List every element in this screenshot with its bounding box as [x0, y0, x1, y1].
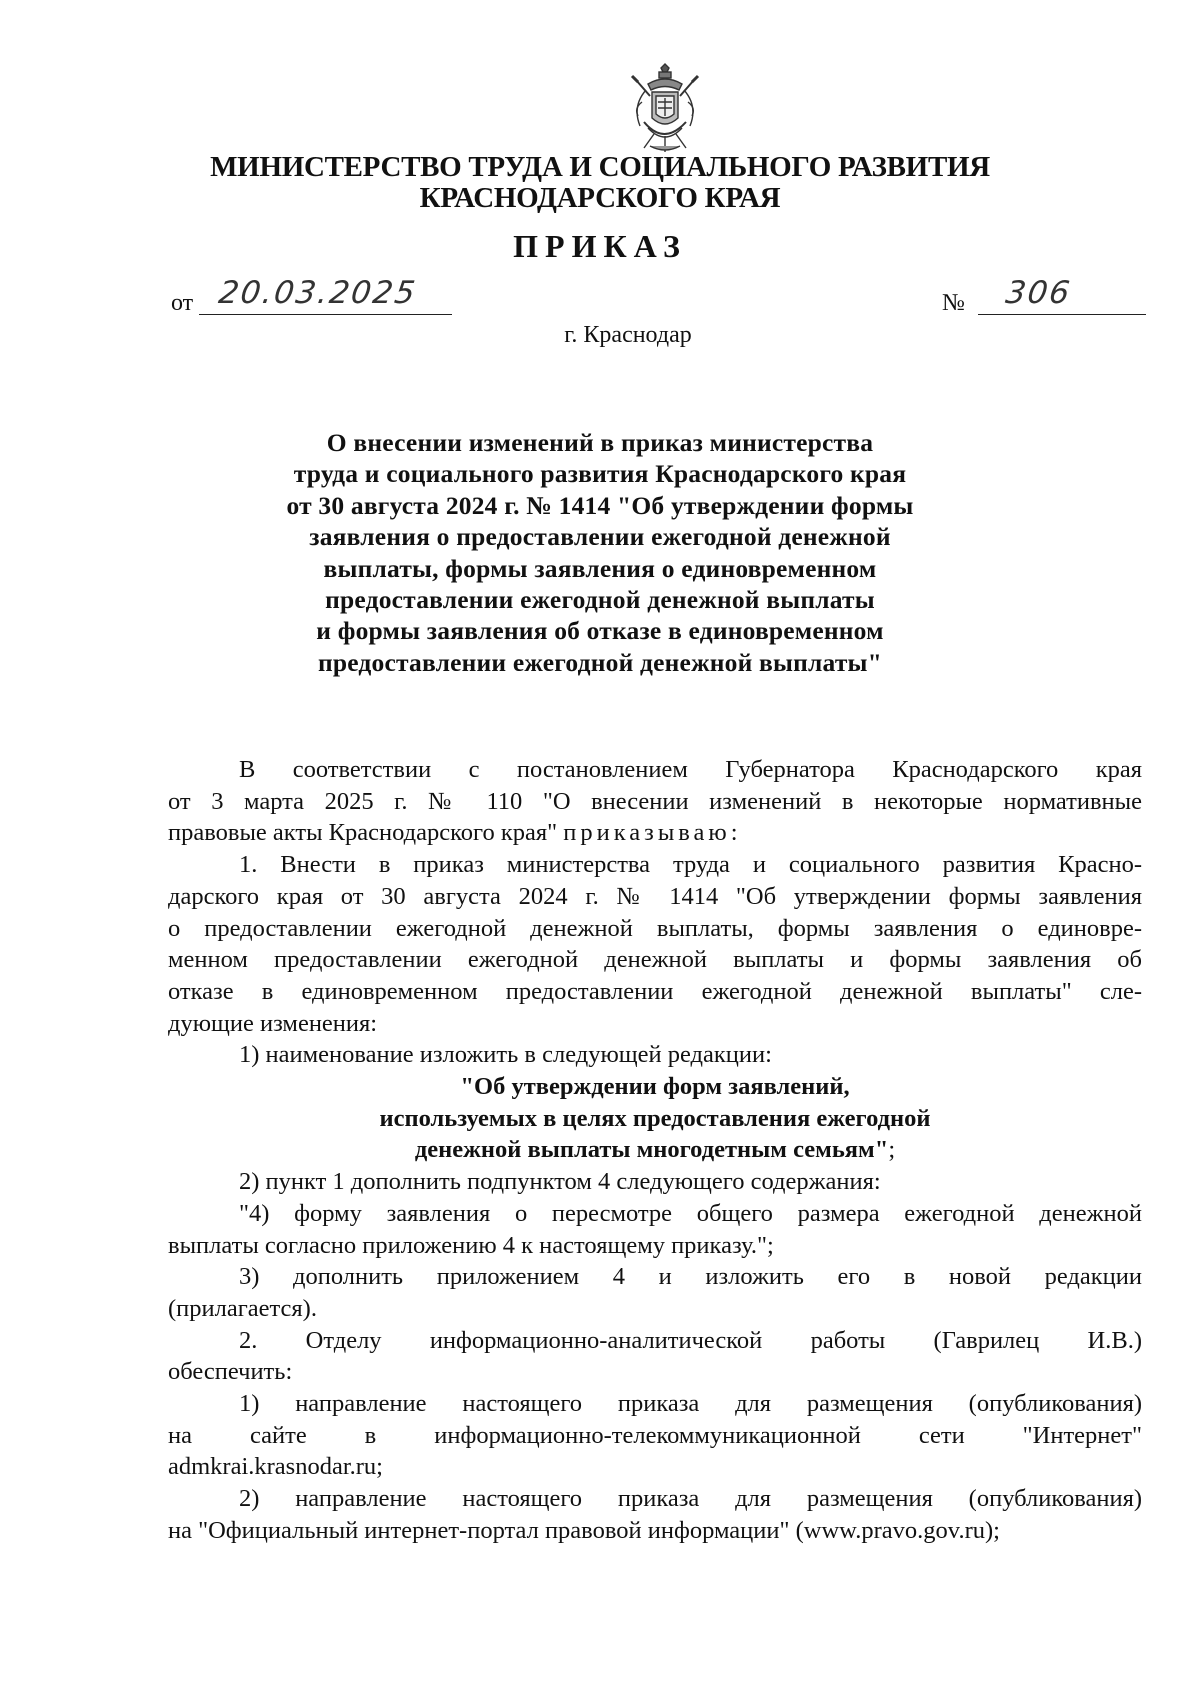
body-line: дующие изменения: — [168, 1009, 378, 1037]
date-underline — [199, 314, 452, 315]
spaced-verb: приказываю: — [563, 819, 742, 847]
body-line: от 3 марта 2025 г. № 110 "О внесении изменений в некоторые нормативные — [168, 787, 1142, 815]
order-number — [942, 275, 1147, 317]
body-line: admkrai.krasnodar.ru; — [168, 1453, 383, 1481]
body-line: (прилагается). — [168, 1294, 317, 1322]
body-line: о предоставлении ежегодной денежной выплаты, формы заявления о единовре- — [168, 914, 1142, 942]
body-line: 1) направление настоящего приказа для размещения (опубликования) — [239, 1390, 1142, 1418]
subject-line: предоставлении ежегодной денежной выплаты" — [317, 647, 883, 677]
ministry-name — [0, 152, 1200, 214]
document-type: ПРИКАЗ — [513, 228, 687, 264]
subject-line: труда и социального развития Краснодарского края — [293, 459, 907, 489]
city-name: г. Краснодар — [564, 322, 692, 348]
body-line: на сайте в информационно-телекоммуникационной сети "Интернет" — [168, 1421, 1142, 1449]
subject-line: заявления о предоставлении ежегодной денежной — [309, 522, 891, 552]
quoted-title-text: денежной выплаты многодетным семьям" — [414, 1136, 889, 1164]
body-line: 3) дополнить приложением 4 и изложить его в новой редакции — [239, 1263, 1142, 1291]
body-line: В соответствии с постановлением Губернатора Краснодарского края — [239, 756, 1142, 783]
handwritten-number: 306 — [1003, 275, 1074, 311]
quoted-title-line: "Об утверждении форм заявлений, — [460, 1073, 850, 1101]
body-line — [168, 817, 1142, 849]
quoted-title-line: используемых в целях предоставления ежегодной — [379, 1104, 931, 1132]
body-line: на "Официальный интернет-портал правовой информации" (www.pravo.gov.ru); — [168, 1516, 1000, 1544]
coat-of-arms-emblem — [624, 62, 706, 158]
body-line: выплаты согласно приложению 4 к настоящему приказу."; — [168, 1231, 774, 1259]
body-line: 2) пункт 1 дополнить подпунктом 4 следующего содержания: — [239, 1168, 881, 1196]
date-prefix: от — [171, 290, 194, 316]
subject-line: О внесении изменений в приказ министерства — [326, 428, 874, 457]
order-body — [168, 754, 1142, 1547]
number-underline — [978, 314, 1146, 315]
subject-line: от 30 августа 2024 г. № 1414 "Об утверждении формы — [286, 490, 914, 520]
ministry-name-line2: КРАСНОДАРСКОГО КРАЯ — [419, 182, 781, 214]
quoted-title-line — [168, 1134, 1142, 1166]
subject-line: выплаты, формы заявления о единовременном — [323, 553, 877, 583]
body-line: менном предоставлении ежегодной денежной выплаты и формы заявления об — [168, 946, 1142, 974]
handwritten-date: 20.03.2025 — [216, 275, 420, 311]
number-prefix: № — [942, 290, 965, 316]
body-line: отказе в единовременном предоставлении ежегодной денежной выплаты" сле- — [168, 977, 1142, 1005]
body-line: дарского края от 30 августа 2024 г. № 1414 "Об утверждении формы заявления — [168, 882, 1142, 910]
subject-line: и формы заявления об отказе в единовременном — [316, 616, 884, 646]
ministry-name-line1: МИНИСТЕРСТВО ТРУДА И СОЦИАЛЬНОГО РАЗВИТИЯ — [210, 151, 990, 183]
quoted-title-tail: ; — [888, 1136, 896, 1164]
body-line: обеспечить: — [168, 1358, 293, 1386]
subject-line: предоставлении ежегодной денежной выплаты — [325, 585, 875, 615]
body-text: правовые акты Краснодарского края" — [168, 819, 558, 847]
order-subject — [0, 427, 1200, 678]
body-line: "4) форму заявления о пересмотре общего размера ежегодной денежной — [239, 1199, 1142, 1227]
body-line: 1. Внести в приказ министерства труда и социального развития Красно- — [239, 851, 1142, 879]
body-line: 2. Отделу информационно-аналитической работы (Гаврилец И.В.) — [239, 1326, 1142, 1354]
body-line: 1) наименование изложить в следующей редакции: — [239, 1041, 772, 1069]
body-line: 2) направление настоящего приказа для размещения (опубликования) — [239, 1485, 1142, 1513]
order-date — [171, 275, 456, 317]
